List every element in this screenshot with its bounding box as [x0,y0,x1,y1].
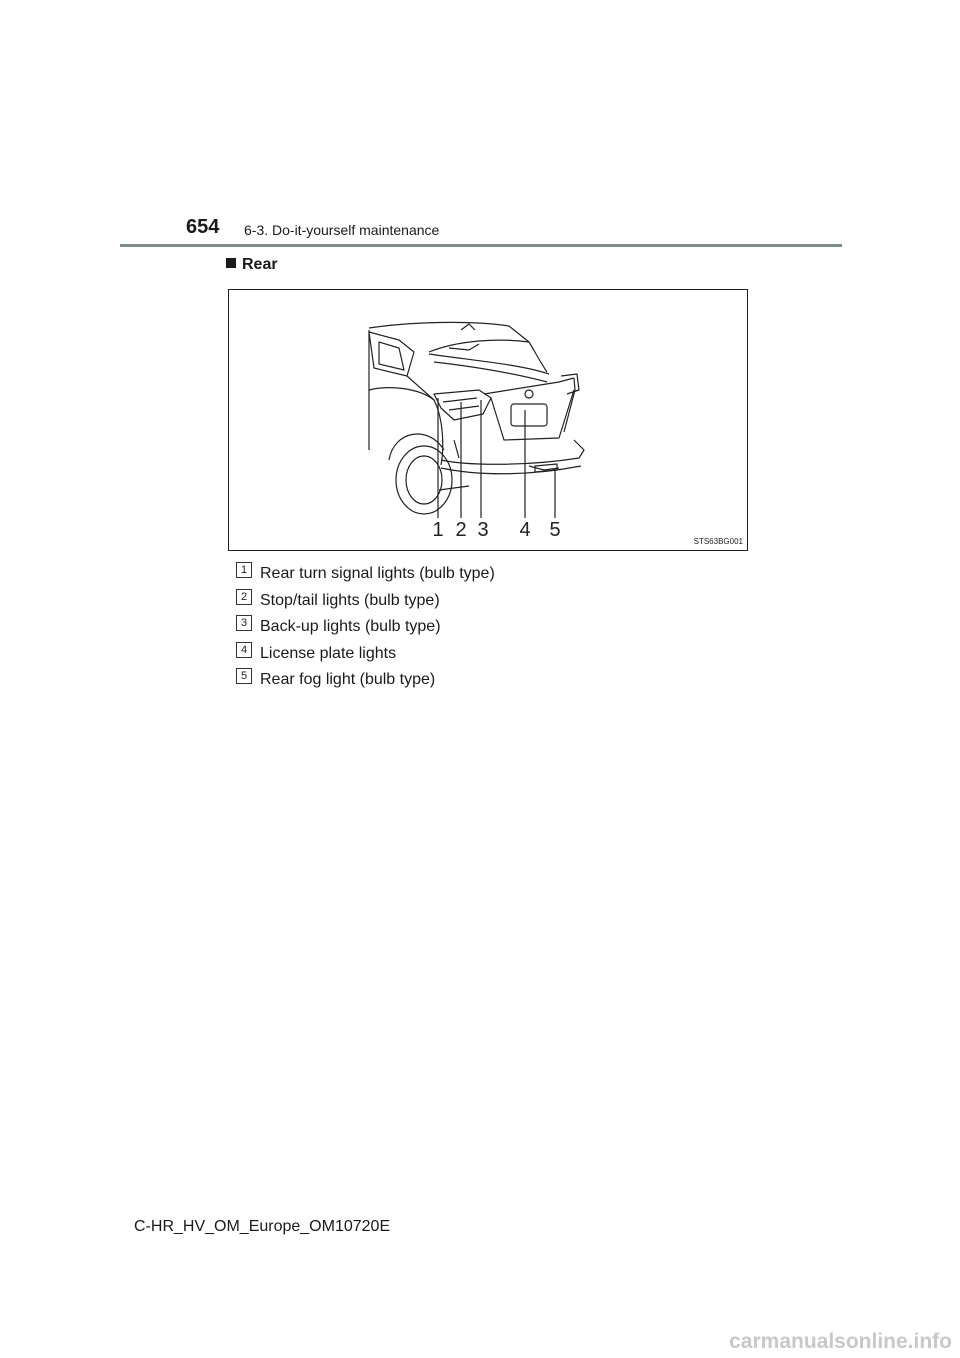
figure-code: STS63BG001 [693,537,743,546]
callout-1: 1 [432,519,444,541]
legend-text: Rear fog light (bulb type) [260,671,436,688]
legend-number: 3 [236,615,252,631]
legend-text: License plate lights [260,644,397,662]
callout-3: 3 [477,519,489,541]
square-bullet-icon [226,258,236,268]
legend-number: 5 [236,668,252,684]
section-title: 6-3. Do-it-yourself maintenance [244,222,440,238]
figure-box [228,289,748,551]
footer-code: C-HR_HV_OM_Europe_OM10720E [134,1218,391,1235]
legend-text: Rear turn signal lights (bulb type) [260,565,495,582]
legend-text: Stop/tail lights (bulb type) [260,591,440,609]
header-rule [120,244,842,247]
legend-number: 2 [236,589,252,605]
watermark-link[interactable]: carmanualsonline.info [729,1330,952,1353]
callout-5: 5 [549,519,561,541]
callout-2: 2 [455,519,467,541]
subheading-text: Rear [242,256,278,273]
page-number: 654 [186,216,220,238]
legend-number: 1 [236,562,252,578]
subheading [226,256,278,274]
car-rear-illustration [229,290,749,552]
legend-text: Back-up lights (bulb type) [260,618,441,635]
legend-number: 4 [236,642,252,658]
callout-4: 4 [519,519,531,541]
